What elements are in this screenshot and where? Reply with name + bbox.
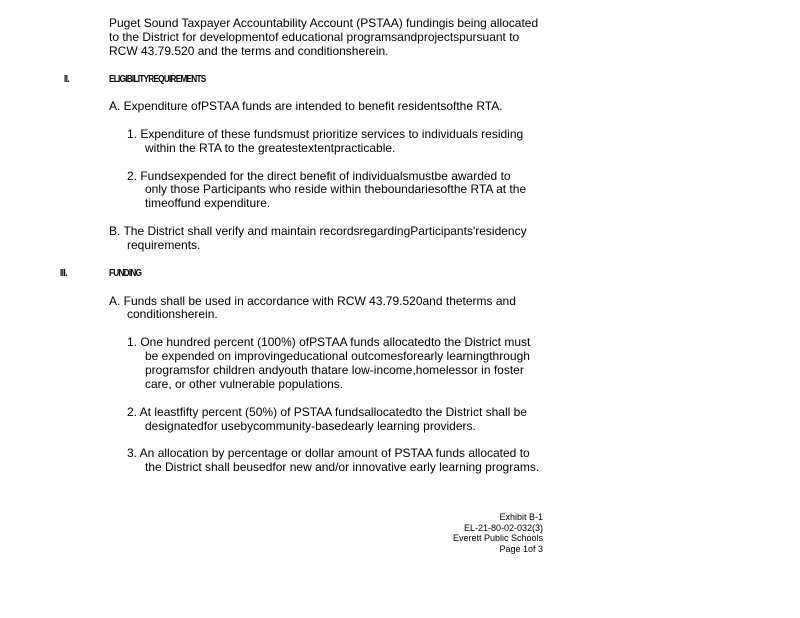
section-2-item-2-line-2: only those Participants who reside within theboundariesofthe RTA at the: [145, 182, 527, 196]
intro-line-2: to the District for developmentof educational programsandprojectspursuant to: [109, 30, 520, 44]
section-2-item-1-line-2: within the RTA to the greatestextentpracticable.: [145, 141, 396, 155]
section-3-a-line-2: conditionsherein.: [127, 307, 218, 321]
section-3-title: FUNDING: [109, 268, 142, 279]
section-2-item-2-line-3: timeoffund expenditure.: [145, 196, 271, 210]
exhibit-footer: [383, 512, 543, 554]
section-3-number: III.: [60, 268, 67, 279]
section-3-item-1-line-4: care, or other vulnerable populations.: [145, 377, 344, 391]
section-3-item-1-line-1: 1. One hundred percent (100%) ofPSTAA funds allocatedto the District must: [127, 335, 531, 349]
section-2-number: II.: [64, 74, 70, 85]
section-2-b-line-2: requirements.: [127, 238, 201, 252]
section-3-item-2-line-1: 2. At leastfifty percent (50%) of PSTAA fundsallocatedto the District shall be: [127, 405, 527, 419]
section-2-item-1-line-1: 1. Expenditure of these fundsmust prioritize services to individuals residing: [127, 127, 524, 141]
section-3-item-3-line-1: 3. An allocation by percentage or dollar amount of PSTAA funds allocated to: [127, 446, 530, 460]
section-2-title: ELIGIBILITYREQUIREMENTS: [109, 74, 206, 85]
section-3-item-1-line-2: be expended on improvingeducational outcomesforearly learningthrough: [145, 349, 530, 363]
footer-exhibit: Exhibit B-1: [499, 512, 543, 522]
section-3-item-1-line-3: programsfor children andyouth thatare low-income,homelessor in foster: [145, 363, 524, 377]
footer-contract-number: EL-21-80-02-032(3): [463, 522, 543, 533]
section-2-a: A. Expenditure ofPSTAA funds are intended to benefit residentsofthe RTA.: [109, 99, 503, 113]
section-3-a-line-1: A. Funds shall be used in accordance with RCW 43.79.520and theterms and: [109, 294, 516, 308]
intro-line-3: RCW 43.79.520 and the terms and conditionsherein.: [109, 44, 389, 58]
footer-page-number: Page 1of 3: [499, 543, 543, 554]
section-2-b-line-1: B. The District shall verify and maintain recordsregardingParticipants'residency: [109, 224, 527, 238]
section-2-item-2-line-1: 2. Fundsexpended for the direct benefit of individualsmustbe awarded to: [127, 169, 511, 183]
section-3-item-2-line-2: designatedfor usebycommunity-basedearly learning providers.: [145, 419, 476, 433]
section-3-item-3-line-2: the District shall beusedfor new and/or innovative early learning programs.: [145, 460, 540, 474]
intro-line-1: Puget Sound Taxpayer Accountability Account (PSTAA) fundingis being allocated: [109, 16, 539, 30]
footer-organization: Everett Public Schools: [452, 533, 543, 543]
